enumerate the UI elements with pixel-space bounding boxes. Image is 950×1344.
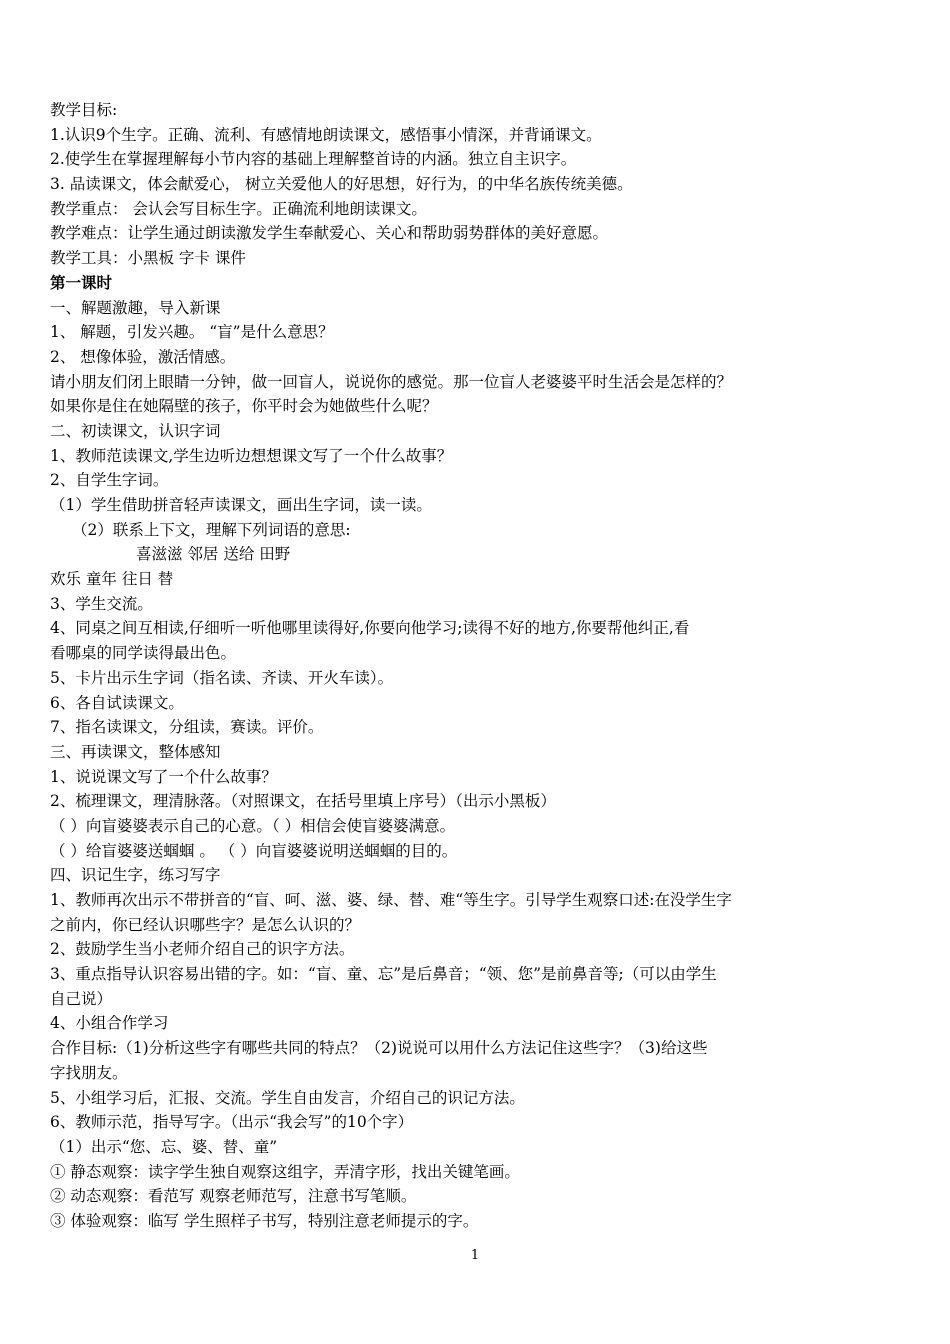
text-line: 字找朋友。 — [50, 1063, 128, 1082]
text-line: 1、说说课文写了一个什么故事？ — [50, 767, 277, 786]
text-line: 如果你是住在她隔壁的孩子，你平时会为她做些什么呢？ — [50, 397, 438, 416]
text-line: 2、梳理课文，理清脉落。（对照课文，在括号里填上序号）（出示小黑板） — [50, 792, 556, 811]
text-line: 3. 品读课文，体会献爱心， 树立关爱他人的好思想，好行为，的中华名族传统美德。 — [50, 175, 633, 194]
text-line: 1、教师范读课文,学生边听边想想课文写了一个什么故事？ — [50, 446, 453, 465]
text-line: 之前内，你已经认识哪些字？是怎么认识的？ — [50, 915, 361, 934]
text-line: 2、 想像体验，激活情感。 — [50, 347, 236, 366]
text-line: 教学目标: — [50, 101, 118, 119]
text-line: 四、识记生字，练习写字 — [50, 866, 221, 885]
text-line: 6、各自试读课文。 — [50, 693, 184, 712]
text-line: （1）学生借助拼音轻声读课文，画出生字词，读一读。 — [50, 496, 432, 514]
text-line: 7、指名读课文，分组读，赛读。评价。 — [50, 718, 324, 737]
text-line: （1）出示“您、忘、婆、替、童” — [50, 1137, 278, 1156]
text-line: 合作目标:（1)分析这些字有哪些共同的特点？（2)说说可以用什么方法记住这些字？（3)给这些 — [50, 1039, 708, 1058]
text-line: ① 静态观察：读字学生独自观察这组字，弄清字形，找出关键笔画。 — [50, 1162, 520, 1181]
text-line: 4、小组合作学习 — [50, 1014, 169, 1033]
text-line: 1、 解题，引发兴趣。 “盲”是什么意思？ — [50, 323, 334, 342]
text-line: 教学难点：让学生通过朗读激发学生奉献爱心、关心和帮助弱势群体的美好意愿。 — [50, 224, 609, 243]
text-line: （ ）给盲婆婆送蝈蝈 。 （ ）向盲婆婆说明送蝈蝈的目的。 — [50, 841, 458, 860]
text-line: 自己说） — [50, 989, 113, 1008]
text-line: 4、同桌之间互相读,仔细听一听他哪里读得好,你要向他学习;读得不好的地方,你要帮他纠正,看 — [50, 619, 690, 638]
page-number: 1 — [470, 1248, 480, 1263]
text-line: 看哪桌的同学读得最出色。 — [50, 644, 237, 663]
text-line: 6、教师示范，指导写字。（出示“我会写”的10个字） — [50, 1113, 414, 1132]
text-line: 请小朋友们闭上眼睛一分钟，做一回盲人，说说你的感觉。那一位盲人老婆婆平时生活会是怎样的？ — [50, 372, 733, 391]
text-line: 2.使学生在掌握理解每小节内容的基础上理解整首诗的内涵。独立自主识字。 — [50, 150, 577, 169]
text-line: 1.认识9个生字。正确、流利、有感情地朗读课文，感悟事小情深，并背诵课文。 — [50, 125, 602, 144]
text-line: 1、教师再次出示不带拼音的“盲、呵、滋、婆、绿、替、难“等生字。引导学生观察口述:在没学生字 — [50, 891, 732, 909]
text-line: ③ 体验观察：临写 学生照样子书写，特别注意老师提示的字。 — [50, 1211, 479, 1230]
text-line: （2）联系上下文，理解下列词语的意思: — [72, 520, 351, 539]
text-line: （ ）向盲婆婆表示自己的心意。（ ）相信会使盲婆婆满意。 — [50, 816, 456, 835]
text-line: 2、鼓励学生当小老师介绍自己的识字方法。 — [50, 940, 355, 959]
text-line: 喜滋滋 邻居 送给 田野 — [136, 545, 291, 564]
text-line: 5、小组学习后，汇报、交流。学生自由发言，介绍自己的识记方法。 — [50, 1088, 525, 1107]
text-line: 三、再读课文，整体感知 — [50, 742, 221, 761]
text-line: 一、解题激趣，导入新课 — [50, 298, 221, 317]
text-line: ② 动态观察：看范写 观察老师范写，注意书写笔顺。 — [50, 1187, 417, 1206]
text-line: 二、初读课文，认识字词 — [50, 421, 221, 440]
text-line: 教学重点： 会认会写目标生字。正确流利地朗读课文。 — [50, 199, 427, 218]
text-line: 2、自学生字词。 — [50, 471, 169, 490]
document-body — [50, 98, 880, 1234]
text-line: 5、卡片出示生字词（指名读、齐读、开火车读）。 — [50, 668, 394, 687]
text-line: 欢乐 童年 往日 替 — [50, 570, 174, 589]
text-line: 3、学生交流。 — [50, 594, 153, 613]
section-heading: 第一课时 — [50, 272, 113, 292]
text-line: 3、重点指导认识容易出错的字。如：“盲、童、忘”是后鼻音；“领、您”是前鼻音等;（可以由学生 — [50, 965, 717, 984]
text-line: 教学工具：小黑板 字卡 课件 — [50, 249, 246, 268]
